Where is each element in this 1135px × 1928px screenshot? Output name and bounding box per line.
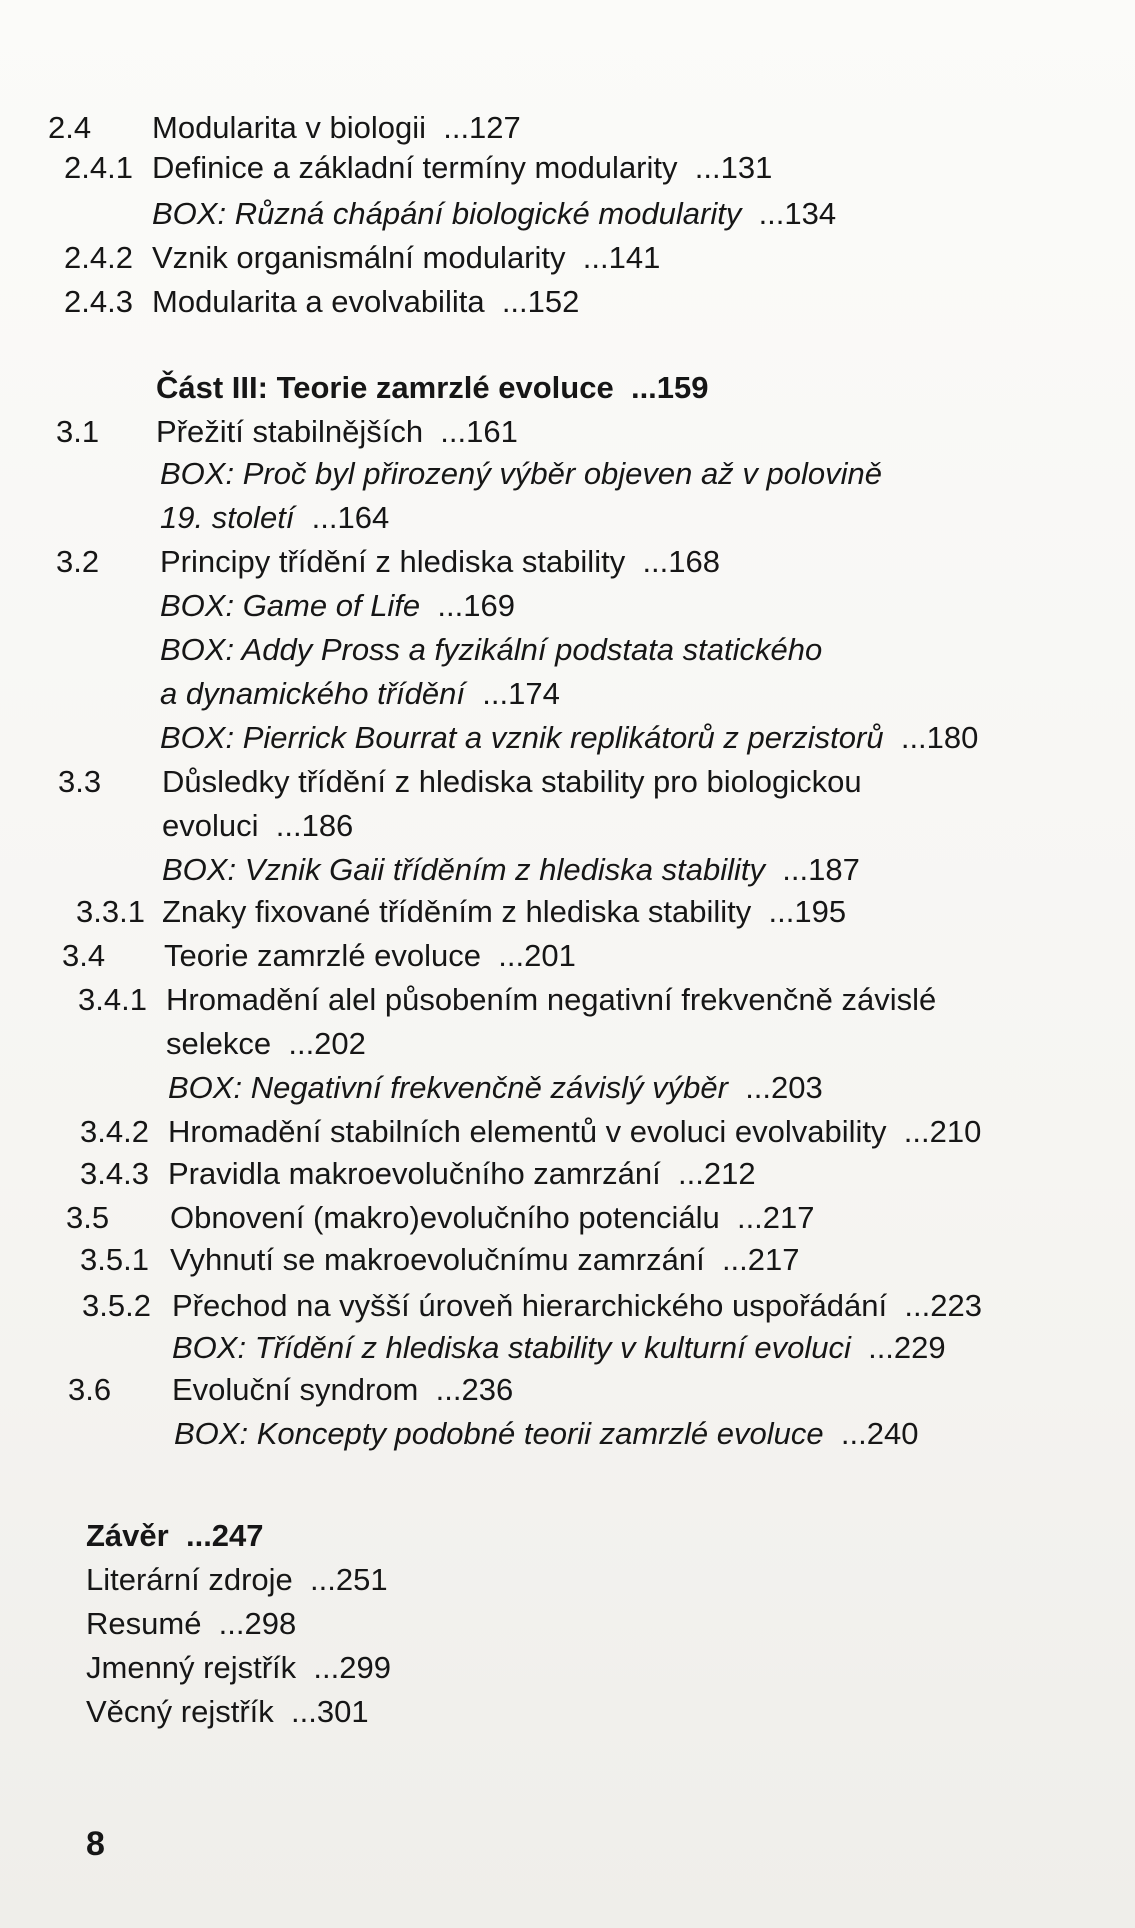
entry-text: BOX: Třídění z hlediska stability v kulturní evoluci (172, 1330, 851, 1365)
toc-entry (0, 1022, 1135, 1066)
entry-text: Část III: Teorie zamrzlé evoluce (156, 370, 614, 405)
section-title (156, 410, 518, 454)
toc-entry (0, 672, 1135, 716)
page-reference: ...168 (642, 544, 720, 579)
toc-entry (0, 1412, 1135, 1456)
entry-text: 19. století (160, 500, 295, 535)
section-number: 2.4.3 (64, 284, 133, 319)
entry-text: Jmenný rejstřík (86, 1650, 297, 1685)
page-reference: ...223 (904, 1288, 982, 1323)
entry-text: Teorie zamrzlé evoluce (164, 938, 482, 973)
toc-entry (0, 804, 1135, 848)
page-reference: ...131 (694, 150, 773, 185)
page-reference: ...187 (782, 852, 860, 887)
back-matter-entry (86, 1646, 786, 1690)
toc-entry (0, 192, 1135, 236)
entry-text: Důsledky třídění z hlediska stability pro biologickou (162, 764, 862, 799)
toc-entry (0, 236, 1135, 280)
box-title (174, 1412, 918, 1456)
entry-text: BOX: Negativní frekvenčně závislý výběr (168, 1070, 728, 1105)
page-number: 8 (86, 1825, 105, 1863)
entry-text: BOX: Pierrick Bourrat a vznik replikátorů z perzistorů (160, 720, 884, 755)
entry-text: a dynamického třídění (160, 676, 466, 711)
toc-entry (0, 1284, 1135, 1328)
page-reference: ...217 (721, 1242, 800, 1277)
page-reference: ...201 (498, 938, 576, 973)
section-title (162, 804, 353, 848)
entry-text: BOX: Koncepty podobné teorii zamrzlé evoluce (174, 1416, 824, 1451)
page-reference: ...159 (630, 370, 709, 405)
back-matter-entry (86, 1514, 786, 1558)
entry-text: Principy třídění z hlediska stability (160, 544, 626, 579)
toc-entry (0, 452, 1135, 496)
toc-entry (0, 106, 1135, 150)
section-number: 3.3 (58, 764, 102, 799)
section-title (160, 540, 720, 584)
section-title (152, 236, 660, 280)
section-title (170, 1196, 815, 1240)
toc-entry (0, 410, 1135, 454)
entry-text: Pravidla makroevolučního zamrzání (168, 1156, 661, 1191)
entry-text: Hromadění stabilních elementů v evoluci evolvability (168, 1114, 887, 1149)
box-title (168, 1066, 823, 1110)
section-number: 3.2 (56, 544, 100, 579)
page-reference: ...186 (275, 808, 354, 843)
entry-text: Evoluční syndrom (172, 1372, 419, 1407)
toc-entry (0, 280, 1135, 324)
entry-text: Závěr (86, 1518, 169, 1553)
section-title (172, 1368, 513, 1412)
page-reference: ...203 (745, 1070, 823, 1105)
entry-text: BOX: Různá chápání biologické modularity (152, 196, 742, 231)
section-number: 3.5.2 (82, 1288, 151, 1323)
toc-entry (0, 540, 1135, 584)
toc-entry (0, 716, 1135, 760)
entry-text: Definice a základní termíny modularity (152, 150, 678, 185)
entry-text: Modularita v biologii (152, 110, 426, 145)
toc-entry (0, 848, 1135, 892)
toc-entry (0, 1152, 1135, 1196)
section-title (166, 1022, 366, 1066)
page-reference: ...152 (501, 284, 580, 319)
box-title (160, 628, 822, 672)
entry-text: BOX: Vznik Gaii tříděním z hlediska stability (162, 852, 766, 887)
page-reference: ...169 (437, 588, 515, 623)
entry-text: Vznik organismální modularity (152, 240, 566, 275)
box-title (162, 848, 860, 892)
toc-entry (0, 584, 1135, 628)
entry-text: Znaky fixované tříděním z hlediska stability (162, 894, 752, 929)
toc-entry (0, 1066, 1135, 1110)
box-title (160, 496, 389, 540)
back-matter-entry (86, 1690, 786, 1734)
back-matter-entry (86, 1558, 786, 1602)
page-reference: ...240 (840, 1416, 919, 1451)
box-title (160, 672, 560, 716)
section-number: 2.4.1 (64, 150, 133, 185)
page-reference: ...141 (582, 240, 661, 275)
toc-entry (0, 1110, 1135, 1154)
section-number: 2.4 (48, 110, 92, 145)
page-reference: ...299 (313, 1650, 391, 1685)
page-reference: ...251 (310, 1562, 388, 1597)
section-number: 2.4.2 (64, 240, 133, 275)
entry-text: Resumé (86, 1606, 202, 1641)
page-reference: ...229 (868, 1330, 946, 1365)
toc-entry (0, 1196, 1135, 1240)
toc-entry (0, 628, 1135, 672)
entry-text: Modularita a evolvabilita (152, 284, 485, 319)
entry-text: Věcný rejstřík (86, 1694, 274, 1729)
page-reference: ...134 (758, 196, 837, 231)
page-reference: ...236 (435, 1372, 514, 1407)
page-reference: ...210 (903, 1114, 982, 1149)
page-reference: ...301 (291, 1694, 369, 1729)
entry-text: Hromadění alel působením negativní frekvenčně závislé (166, 982, 937, 1017)
toc-entry (0, 978, 1135, 1022)
toc-entry (0, 934, 1135, 978)
section-number: 3.5.1 (80, 1242, 149, 1277)
part-title (156, 366, 709, 410)
section-number: 3.4.3 (80, 1156, 149, 1191)
box-title (160, 716, 978, 760)
section-title (164, 934, 576, 978)
section-title (152, 106, 521, 150)
box-title (160, 452, 882, 496)
section-number: 3.1 (56, 414, 100, 449)
section-number: 3.4.1 (78, 982, 147, 1017)
section-title (152, 280, 579, 324)
back-matter-entry (86, 1602, 786, 1646)
section-title (168, 1152, 756, 1196)
entry-text: Literární zdroje (86, 1562, 293, 1597)
entry-text: BOX: Proč byl přirozený výběr objeven až v polovině (160, 456, 882, 491)
section-number: 3.4.2 (80, 1114, 149, 1149)
section-number: 3.3.1 (76, 894, 145, 929)
section-number: 3.4 (62, 938, 106, 973)
page-reference: ...164 (311, 500, 390, 535)
section-number: 3.6 (68, 1372, 112, 1407)
entry-text: Obnovení (makro)evolučního potenciálu (170, 1200, 720, 1235)
section-title (166, 978, 936, 1022)
page-reference: ...217 (736, 1200, 815, 1235)
page-reference: ...298 (218, 1606, 297, 1641)
section-title (162, 890, 846, 934)
section-title (172, 1284, 982, 1328)
entry-text: evoluci (162, 808, 259, 843)
toc-entry (0, 1326, 1135, 1370)
box-title (172, 1326, 946, 1370)
entry-text: Vyhnutí se makroevolučnímu zamrzání (170, 1242, 705, 1277)
page-reference: ...247 (185, 1518, 264, 1553)
toc-entry (0, 496, 1135, 540)
section-title (170, 1238, 800, 1282)
section-title (168, 1110, 981, 1154)
box-title (160, 584, 515, 628)
box-title (152, 192, 836, 236)
page-reference: ...212 (678, 1156, 756, 1191)
toc-entry (0, 760, 1135, 804)
toc-entry (0, 1368, 1135, 1412)
entry-text: Přechod na vyšší úroveň hierarchického uspořádání (172, 1288, 888, 1323)
toc-entry (0, 146, 1135, 190)
page-reference: ...127 (443, 110, 521, 145)
section-title (162, 760, 862, 804)
entry-text: BOX: Game of Life (160, 588, 421, 623)
entry-text: BOX: Addy Pross a fyzikální podstata statického (160, 632, 823, 667)
entry-text: Přežití stabilnějších (156, 414, 424, 449)
page-reference: ...161 (440, 414, 518, 449)
toc-entry (0, 1238, 1135, 1282)
page-reference: ...174 (482, 676, 560, 711)
entry-text: selekce (166, 1026, 272, 1061)
page-reference: ...195 (768, 894, 847, 929)
toc-entry (0, 366, 1135, 410)
toc-entry (0, 890, 1135, 934)
section-title (152, 146, 772, 190)
page-reference: ...180 (900, 720, 979, 755)
section-number: 3.5 (66, 1200, 110, 1235)
page-reference: ...202 (288, 1026, 366, 1061)
